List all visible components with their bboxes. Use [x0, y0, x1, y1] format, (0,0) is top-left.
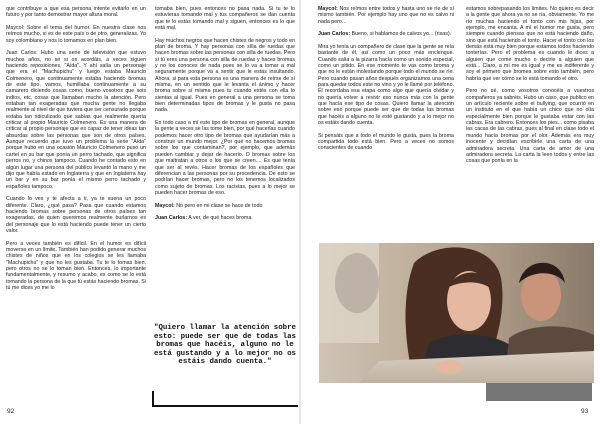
paragraph: Juan Carlos: Hubo una serie de televisión que estuvo muchos años, no sé si os acordáis, a veces siguen haciendo reposiciones, "Aída". Y ahí salía un personaje que era el "Machupichu" y luego estaba Mauricio Colmenero, que continuamente estaba haciendo bromas de este tipo, vamos, humillaba continuamente a su camarero diciendo cosas como, bueno vosotros que sois indios, etc, cosas que llamaban mucho la atención. Pero estaban tan exageradas que mucha gente no llegaba realmente al nivel de que tuviera que ser censurado porque estaba tan ridiculizado que sabías que realmente quería criticar al propio Mauricio Colmenero. Es una manera de criticar al propio personaje que es capaz de tener ideas tan absurdas sobre las personas que son de otros países. Aunque recuerdo que tuvo un problema la serie "Aída" porque hubo en una ocasión Mauricio Colmenero puso un cartel en su bar que ponía un perro tachado, que significa perros no, y chinos tampoco. Cuando he contado esto en algún lugar una persona del público levantó la mano y me dijo que había estado en Inglaterra y que en Inglaterra hay un bar y en su bar ponía el mismo perro tachado y españoles tampoco.: [6, 50, 146, 190]
paragraph: que contribuye a que esa persona intente evitarlo en un futuro y por tanto demostrar mayor altura moral.: [6, 6, 146, 19]
right-page-column-1: [318, 6, 454, 158]
speaker-name: Juan Carlos:: [155, 215, 188, 222]
dialog-text: Bueno, si hablamos de calvos yo... (risas).: [350, 31, 452, 38]
decorative-frame: [152, 391, 298, 407]
left-page-column-1: [6, 6, 146, 298]
dialog-line: [155, 203, 295, 209]
classroom-photo-image: [319, 243, 594, 383]
paragraph: tomaba bien, pues entonces no pasa nada. Si tu te lo estuvieras tomando mal y tus compañeros se dan cuenta que te lo estás tomando mal y siguen, entonces es lo que está mal.: [155, 6, 295, 32]
paragraph: Pero a veces también es difícil. En el humor es difícil moverse en un límite. También han podido generar muchos chistes de niños que en los colegios se les llamaba "Machupichu" y que no les gustaba. Tu te lo tomas bien, pero otros no se lo toman bien. Entonces, lo importante fundamentalmente, y resumo y acabo, es como se lo está tomando la persona de la que tú estás haciendo bromas. Si tú me dices yo me lo: [6, 240, 146, 291]
dialog-line: [318, 6, 454, 25]
left-page-column-2: [155, 6, 295, 228]
page-gutter: [299, 0, 301, 424]
paragraph: Pero no sé, como vosotros conocéis a vuestros compañeros ya sabréis. Hubo un caso, que publico en un artículo reciente sobre el bullying, que ocurrió en un instituto en el que había un chico que no olía especialmente bien porque le gustaba estar con las cabras. Era cabrero. Entonces los pies... como pisaba las cacas de las cabras, pues al final en clase todo el mundo hacía bromas por el olor. Además era muy inocente y decidían escribirle una carta de una admiradora secreta. Una carta de amor de una admiradora secreta. La carta la leen todos y entre las cosas que ponía en la: [466, 88, 594, 165]
dialog-text: A ver, de qué haces broma.: [187, 215, 253, 222]
pull-quote: "Quiero llamar la atención sobre esto: puede ser que de todas las bromas que hacéis, alguno no le está gustando y a lo mejor no os estáis dando cuenta.": [154, 324, 296, 366]
paragraph: Si pensáis que a todo el mundo le gusta, pues la broma compartida todo está bien. Pero a veces no somos conscientes de cuando: [318, 132, 454, 152]
dialog-text: No pero en mi clase se hace de todo: [174, 202, 263, 209]
paragraph: Hay muchos negros que hacen chistes de negros y todo en plan de broma. Y hay personas con sílla de ruedas que hacen bromas sobre las personas con silla de ruedas. Pero si tú eres una persona con silla de ruedas y haces bromas y no los conoces de nada pues se lo va a tomar a mal seguramente porque va a sentir que le estás insultando. Ahora, si para esta persona es una manera de reírse de sí misma, en un sentido que le levanta el ánimo y hacer broma sobre sí misma pues tu cuando estés con ella lo sientas al igual. Pues en general a una persona se toma bien determinadas tipos de bromas y le gusta no pasa nada.: [155, 37, 295, 114]
speaker-name: Maycol:: [155, 202, 175, 209]
dialog-text: Nos reímos entre todos y hasta uno se ríe de sí mismo también. Por ejemplo hay uno que no es calvo ni nada pero...: [318, 6, 454, 25]
paragraph: Maycol: Sobre el tema del humor. En nuestra clase nos reímos mucho, si es de este país o de otro, generalizas. Yo soy colombiano y nos lo tomamos en plan bien.: [6, 24, 146, 44]
paragraph: Mira yo tenía un compañero de clase que la gente se reía bastante de él, así como un poco más enclenque. Cuando salía a la pizarra hacía como un sonido especial, como un pitido. En ese momento te vas como broma y que no le están molestando porque todo el mundo se ríe. Pero cuando pasan años después organizamos una cena para quedar todos este no vino y yo le llamé por teléfono. Él recordaba esa etapa como algo que quería olvidar y no quería volver a revivir eso nunca más con la gente que hacía ese tipo de cosas. Quiero llamar la atención sobre eso porque puede ser que de todas las bromas que hacéis a alguno no le esté gustando y a lo mejor no os estáis dando cuenta.: [318, 43, 454, 127]
speaker-name: Maycol:: [318, 6, 338, 12]
speaker-name: Juan Carlos:: [318, 31, 351, 38]
dialog-line: [318, 31, 454, 37]
paragraph: Cuando lo ves y te afecta a ti, ya te suena un poco diferente. Claro, ¿qué pasa? Pasa que cuando estamos haciendo bromas sobre personas de otros países tan exageradas, de quien queremos realmente burlarnos es del personaje que lo está haciendo puede tener un cierto valor.: [6, 196, 146, 234]
paragraph: estamos sobrepasando los límites. No quiero es decir a la gente que ahora ya no se ría, obviamente. Yo me río muchas haciendo el tonto con mis hijas, por ejemplo, me encanta. A mí el humor me gusta, pero siempre cuando piensas que no está haciendo daño, sino que está haciendo el tonto. Hacer el tonto con los demás está muy bien porque estamos todos haciendo tonterías. Pero el problema es cuando le dices a alguien que come mucho o decirle a alguien que está... Claro, a mí me es igual y me es indiferente y soy el primero que bromea sobre esto también, pero habría que ver cómo se lo está tomando el otro.: [466, 6, 594, 82]
page-number-right: 93: [581, 408, 589, 415]
dialog-line: [155, 215, 295, 221]
classroom-photo: [319, 243, 594, 383]
paragraph: En todo caso a mí este tipo de bromas en general, aunque la gente a veces se las tome bien, por qué hacerlas cuando podemos hacer otro tipo de bromas que ayudarían más a construir un mundo mejor. ¿Por qué no hacemos bromas sobre los que contaminan?, por ejemplo, que además pueden cambiar y dejar de hacerlo. O bromas sobre los que maltratan a otros o los que se creen.... Es que tenía que ser al revés. Hacer bromas de los españoles que diferencian a las personas por su procedencia. De esto se podrían hacer bromas, pero no los tenemos localizados como sujeto de bromas. Los racistas, pues a lo mejor se pueden hacer bromas de eso.: [155, 120, 295, 196]
right-page-column-2: [466, 6, 594, 171]
page-number-left: 92: [7, 408, 15, 415]
decorative-grey-block: [486, 383, 592, 401]
